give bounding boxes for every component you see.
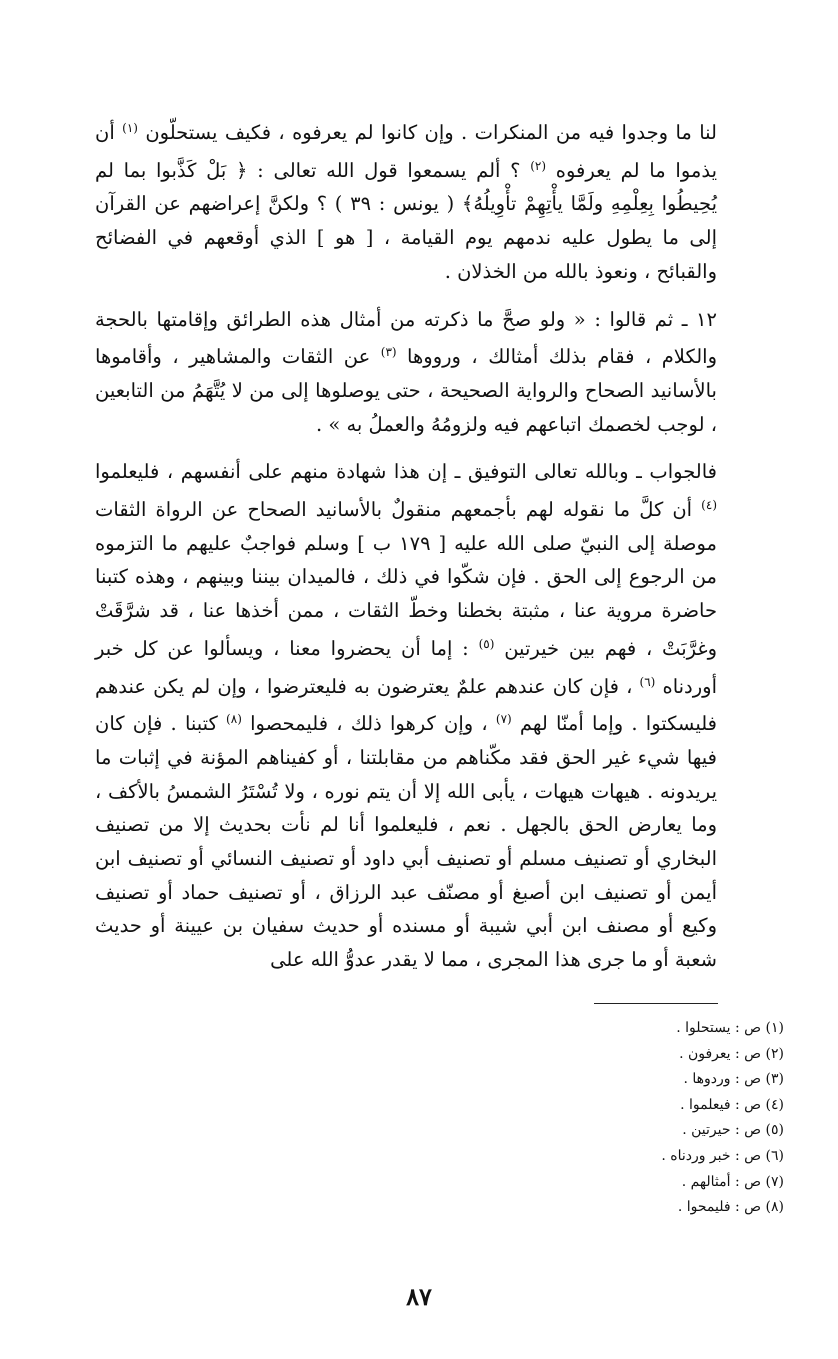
footnote-marker: (٧) xyxy=(495,712,512,727)
paragraph-text: ، وإن كرهوا ذلك ، فليمحصوا xyxy=(241,712,496,736)
footnote-marker: (٨) xyxy=(226,712,242,727)
footnote-item: (١) ص : يستحلوا . xyxy=(676,1020,784,1036)
footnote-item: (٥) ص : حيرتين . xyxy=(682,1122,784,1139)
paragraph-text: فالجواب ـ وبالله تعالى التوفيق ـ إن هذا شهادة منهم على أنفسهم ، فليعلموا xyxy=(95,460,717,484)
footnote-separator xyxy=(594,1003,718,1004)
footnote-item: (٣) ص : وردوها . xyxy=(683,1071,784,1088)
footnote-item: (٢) ص : يعرفون . xyxy=(679,1045,784,1062)
paragraph-text: كتبنا . فإن كان فيها شيء غير الحق فقد مكّناهم من مقابلتنا ، أو كفيناهم المؤنة في إثبات ما يريدونه . هيهات هيهات ، يأبى الله إلا أن يتم نوره ، ولا تُسْتَرُ الشمسُ بالأكف ، وما يعارض الحق بالجهل . نعم ، فليعلموا أنا لم نأت بحديث إلا من تصنيف البخاري أو تصنيف مسلم أو تصنيف أبي داود أو تصنيف النسائي أو تصنيف ابن أيمن أو تصنيف ابن أصبغ أو مصنّف عبد الرزاق ، أو تصنيف حماد أو تصنيف وكيع أو مصنف ابن أبي شيبة أو مسنده أو حديث سفيان بن عيينة أو حديث شعبة أو ما جرى هذا المجرى ، مما لا يقدر عدوُّ الله على xyxy=(95,712,717,972)
footnote-item: (٧) ص : أمثالهم . xyxy=(681,1173,784,1190)
paragraph-text: ١٢ ـ ثم قالوا : « ولو صحَّ ما ذكرته من أمثال هذه الطرائق وإقامتها بالحجة والكلام ، فقام بذلك أمثالك ، ورووها xyxy=(95,307,717,369)
footnote-marker: (١) xyxy=(122,121,138,135)
footnotes-list xyxy=(484,1016,784,1221)
page-number: ٨٧ xyxy=(406,1282,432,1311)
paragraph-text: أن كلَّ ما نقوله لهم بأجمعهم منقولٌ بالأسانيد الصحاح عن الرواة الثقات موصلة إلى النبيّ صلى الله عليه [ ١٧٩ ب ] وسلم فواجبٌ عليهم ما التزموه من الرجوع إلى الحق . فإن شكّوا في ذلك ، فالميدان بيننا وبينهم ، وهذه كتبنا حاضرة مروية عنا ، مثبتة بخطنا وخطّ الثقات ، ممن أخذها عنا ، قد شرَّقَتْ وغرَّبَتْ ، فهم بين خيرتين xyxy=(95,498,718,660)
footnote-item: (٨) ص : فليمحوا . xyxy=(677,1199,784,1216)
footnote-item: (٦) ص : خبر وردناه . xyxy=(661,1147,784,1164)
footnote-marker: (٥) xyxy=(478,636,495,651)
footnote-marker: (٤) xyxy=(701,498,717,513)
footnote-marker: (٣) xyxy=(380,345,397,360)
paragraph-text: : إما أن يحضروا معنا ، ويسألوا عن كل خبر أوردناه xyxy=(95,636,717,698)
paragraph-text: عن الثقات والمشاهير ، وأقاموها بالأسانيد الصحاح والرواية الصحيحة ، حتى يوصلوها إلى من لا يُتَّهَمُ من التابعين ، لوجب لخصمك اتباعهم فيه ولزومُهُ والعملُ به » . xyxy=(95,345,717,436)
paragraph xyxy=(95,303,717,442)
footnote-item: (٤) ص : فيعلموا . xyxy=(680,1096,784,1113)
paragraph xyxy=(95,455,717,977)
paragraph xyxy=(95,112,717,289)
main-text xyxy=(95,112,717,991)
footnote-marker: (٦) xyxy=(639,674,656,689)
paragraph-text: لنا ما وجدوا فيه من المنكرات . وإن كانوا لم يعرفوه ، فكيف يستحلّون xyxy=(137,121,717,144)
paragraph-text: ، فإن كان عندهم علمٌ يعترضون به فليعترضوا ، وإن لم يكن عندهم فليسكتوا . وإما أمنّا لهم xyxy=(95,674,717,736)
paragraph-text: ؟ ألم يسمعوا قول الله تعالى : ﴿ بَلْ كَذَّبوا بما لم يُحِيطُوا بِعِلْمِهِ ولَمَّا يأْتِهِمْ تأْوِيلُهُ﴾ ( يونس : ٣٩ ) ؟ ولكنَّ إعراضهم عن القرآن إلى ما يطول عليه ندمهم يوم القيامة ، [ هو ] الذي أوقعهم في الفضائح والقبائح ، ونعوذ بالله من الخذلان . xyxy=(95,158,718,283)
footnote-marker: (٢) xyxy=(530,158,547,173)
paragraph-text: أن يذموا ما لم يعرفوه xyxy=(95,121,718,182)
